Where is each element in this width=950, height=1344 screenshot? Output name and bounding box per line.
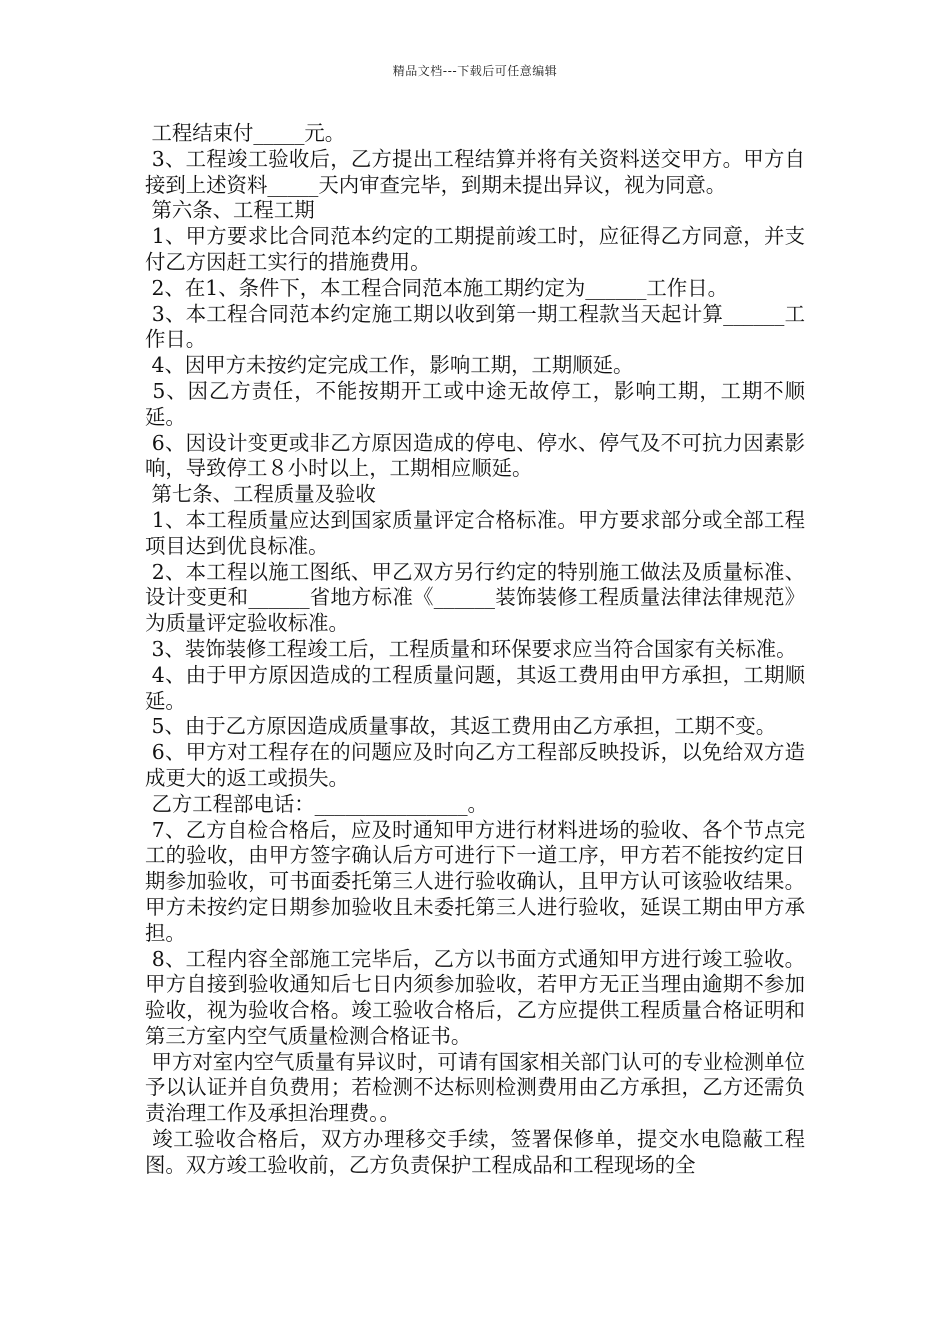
paragraph: 1、本工程质量应达到国家质量评定合格标准。甲方要求部分或全部工程项目达到优良标准。 <box>145 507 805 558</box>
page-header: 精品文档---下载后可任意编辑 <box>392 64 558 78</box>
paragraph: 2、本工程以施工图纸、甲乙双方另行约定的特别施工做法及质量标准、设计变更和______省地方标准《______装饰装修工程质量法律法律规范》为质量评定验收标准。 <box>145 559 805 636</box>
paragraph: 工程结束付_____元。 <box>145 121 346 145</box>
paragraph: 4、因甲方未按约定完成工作，影响工期，工期顺延。 <box>145 353 634 378</box>
section-heading: 第七条、工程质量及验收 <box>145 482 376 507</box>
document-body <box>145 121 805 1179</box>
paragraph: 8、工程内容全部施工完毕后，乙方以书面方式通知甲方进行竣工验收。甲方自接到验收通知后七日内须参加验收，若甲方无正当理由逾期不参加验收，视为验收合格。竣工验收合格后，乙方应提供工程质量合格证明和第三方室内空气质量检测合格证书。 <box>145 946 805 1048</box>
paragraph: 6、甲方对工程存在的问题应及时向乙方工程部反映投诉，以免给双方造成更大的返工或损失。 <box>145 740 805 790</box>
section-heading: 第六条、工程工期 <box>145 198 315 223</box>
paragraph: 3、工程竣工验收后，乙方提出工程结算并将有关资料送交甲方。甲方自接到上述资料_____天内审查完毕，到期未提出异议，视为同意。 <box>145 146 805 197</box>
paragraph: 2、在1、条件下，本工程合同范本施工期约定为______工作日。 <box>145 275 728 300</box>
paragraph: 4、由于甲方原因造成的工程质量问题，其返工费用由甲方承担，工期顺延。 <box>145 662 805 713</box>
paragraph: 5、因乙方责任，不能按期开工或中途无故停工，影响工期，工期不顺延。 <box>145 378 805 429</box>
paragraph: 5、由于乙方原因造成质量事故，其返工费用由乙方承担，工期不变。 <box>145 714 777 739</box>
paragraph: 1、甲方要求比合同范本约定的工期提前竣工时，应征得乙方同意，并支付乙方因赶工实行的措施费用。 <box>145 224 805 274</box>
paragraph: 3、装饰装修工程竣工后，工程质量和环保要求应当符合国家有关标准。 <box>145 636 797 661</box>
paragraph: 3、本工程合同范本约定施工期以收到第一期工程款当天起计算______工作日。 <box>145 301 805 352</box>
paragraph: 竣工验收合格后，双方办理移交手续，签署保修单，提交水电隐蔽工程图。双方竣工验收前，乙方负责保护工程成品和工程现场的全 <box>145 1127 806 1177</box>
paragraph: 7、乙方自检合格后，应及时通知甲方进行材料进场的验收、各个节点完工的验收，由甲方签字确认后方可进行下一道工序，甲方若不能按约定日期参加验收，可书面委托第三人进行验收确认，且甲方认可该验收结果。甲方未按约定日期参加验收且未委托第三人进行验收，延误工期由甲方承担。 <box>145 817 805 945</box>
paragraph: 甲方对室内空气质量有异议时，可请有国家相关部门认可的专业检测单位予以认证并自负费用；若检测不达标则检测费用由乙方承担，乙方还需负责治理工作及承担治理费。。 <box>145 1049 805 1126</box>
paragraph: 6、因设计变更或非乙方原因造成的停电、停水、停气及不可抗力因素影响，导致停工８小时以上，工期相应顺延。 <box>145 430 805 481</box>
paragraph: 乙方工程部电话：_______________。 <box>145 791 488 816</box>
